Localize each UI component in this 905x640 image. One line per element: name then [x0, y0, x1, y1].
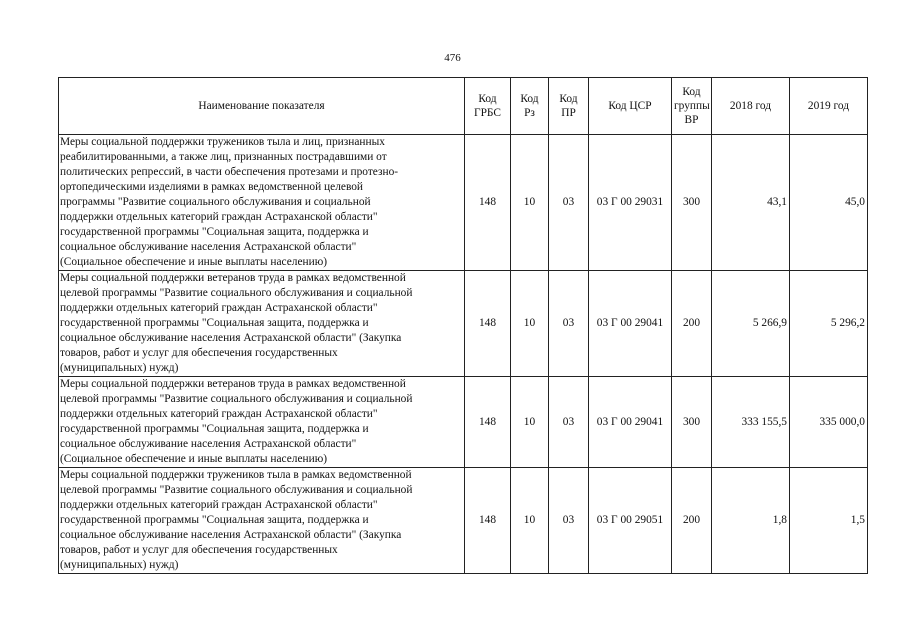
header-grbs: Код ГРБС	[465, 78, 511, 135]
row-vr: 300	[672, 135, 712, 271]
row-rz: 10	[511, 135, 549, 271]
row-grbs: 148	[465, 377, 511, 468]
row-pr: 03	[549, 377, 589, 468]
row-csr: 03 Г 00 29051	[589, 468, 672, 574]
row-csr: 03 Г 00 29041	[589, 271, 672, 377]
row-2019: 335 000,0	[790, 377, 868, 468]
table-row	[59, 468, 868, 574]
row-2019: 45,0	[790, 135, 868, 271]
row-pr: 03	[549, 468, 589, 574]
row-csr: 03 Г 00 29031	[589, 135, 672, 271]
header-vr: Код группы ВР	[672, 78, 712, 135]
row-grbs: 148	[465, 468, 511, 574]
header-2018: 2018 год	[712, 78, 790, 135]
header-2019: 2019 год	[790, 78, 868, 135]
row-vr: 300	[672, 377, 712, 468]
row-2018: 5 266,9	[712, 271, 790, 377]
row-2018: 1,8	[712, 468, 790, 574]
row-pr: 03	[549, 271, 589, 377]
table-row	[59, 135, 868, 271]
header-rz: Код Рз	[511, 78, 549, 135]
row-pr: 03	[549, 135, 589, 271]
row-2018: 333 155,5	[712, 377, 790, 468]
row-rz: 10	[511, 377, 549, 468]
budget-table	[58, 77, 868, 574]
row-name: Меры социальной поддержки ветеранов труда в рамках ведомственной целевой программы "Развитие социального обслуживания и социальной поддержки отдельных категорий граждан Астраханской области" государственной программы "Социальная защита, поддержка и социальное обслуживание населения Астраханской области" (Закупка товаров, работ и услуг для обеспечения государственных (муниципальных) нужд)	[59, 271, 465, 377]
row-name: Меры социальной поддержки тружеников тыла в рамках ведомственной целевой программы "Развитие социального обслуживания и социальной поддержки отдельных категорий граждан Астраханской области" государственной программы "Социальная защита, поддержка и социальное обслуживание населения Астраханской области" (Закупка товаров, работ и услуг для обеспечения государственных (муниципальных) нужд)	[59, 468, 465, 574]
row-2018: 43,1	[712, 135, 790, 271]
header-pr: Код ПР	[549, 78, 589, 135]
row-2019: 5 296,2	[790, 271, 868, 377]
row-vr: 200	[672, 271, 712, 377]
table-row	[59, 377, 868, 468]
row-grbs: 148	[465, 271, 511, 377]
page-number: 476	[444, 52, 461, 64]
header-csr: Код ЦСР	[589, 78, 672, 135]
header-name: Наименование показателя	[59, 78, 465, 135]
table-header-row	[59, 78, 868, 135]
row-csr: 03 Г 00 29041	[589, 377, 672, 468]
table-row	[59, 271, 868, 377]
row-name: Меры социальной поддержки ветеранов труда в рамках ведомственной целевой программы "Развитие социального обслуживания и социальной поддержки отдельных категорий граждан Астраханской области" государственной программы "Социальная защита, поддержка и социальное обслуживание населения Астраханской области" (Социальное обеспечение и иные выплаты населению)	[59, 377, 465, 468]
row-rz: 10	[511, 271, 549, 377]
row-rz: 10	[511, 468, 549, 574]
row-grbs: 148	[465, 135, 511, 271]
row-vr: 200	[672, 468, 712, 574]
row-name: Меры социальной поддержки тружеников тыла и лиц, признанных реабилитированными, а также лиц, признанных пострадавшими от политических репрессий, в части обеспечения протезами и протезно- ортопедическими изделиями в рамках ведомственной целевой программы "Развитие социального обслуживания и социальной поддержки отдельных категорий граждан Астраханской области" государственной программы "Социальная защита, поддержка и социальное обслуживание населения Астраханской области" (Социальное обеспечение и иные выплаты населению)	[59, 135, 465, 271]
row-2019: 1,5	[790, 468, 868, 574]
